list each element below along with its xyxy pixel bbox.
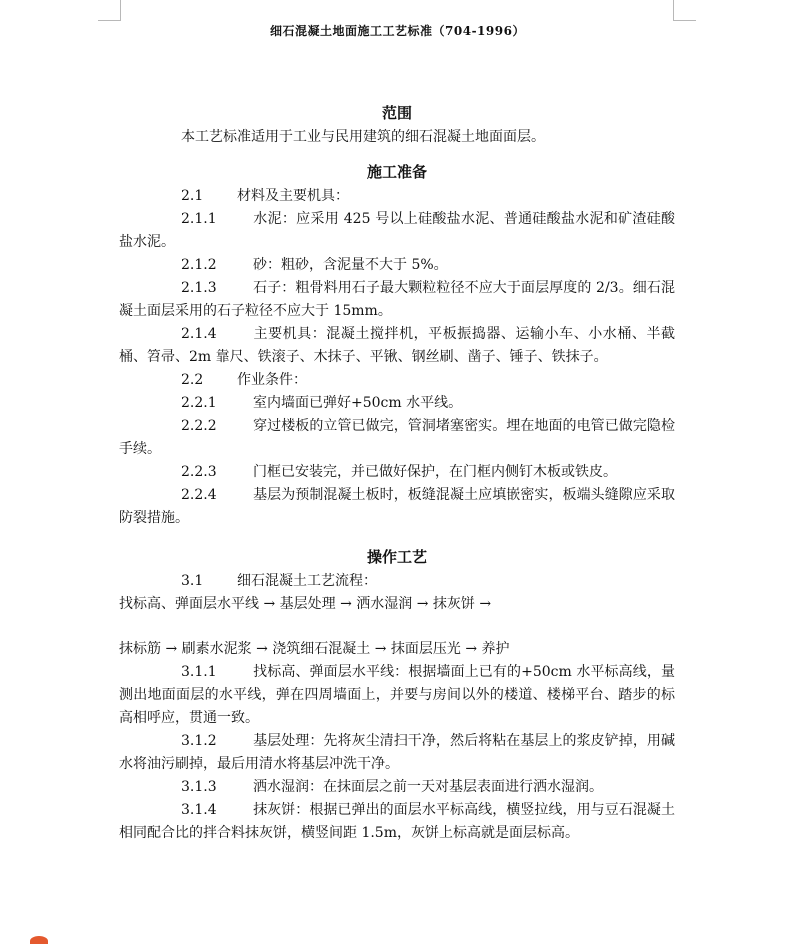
item-number: 3.1.4 bbox=[181, 802, 217, 818]
item-text: 室内墙面已弹好+50cm 水平线。 bbox=[253, 395, 463, 411]
item-text: 基层为预制混凝土板时，板缝混凝土应填嵌密实，板端头缝隙应采取防裂措施。 bbox=[119, 487, 675, 526]
item-text: 穿过楼板的立管已做完，管洞堵塞密实。埋在地面的电管已做完隐检手续。 bbox=[119, 418, 675, 457]
ops-item bbox=[119, 799, 675, 845]
section-title-ops: 操作工艺 bbox=[366, 548, 427, 566]
item-text: 水泥：应采用 425 号以上硅酸盐水泥、普通硅酸盐水泥和矿渣硅酸盐水泥。 bbox=[119, 211, 675, 250]
item-text: 材料及主要机具： bbox=[237, 188, 349, 204]
prep-item bbox=[119, 461, 675, 484]
item-number: 3.1.3 bbox=[181, 779, 217, 795]
prep-item bbox=[119, 392, 675, 415]
prep-item bbox=[119, 208, 675, 254]
page-corner-mark-right bbox=[673, 0, 696, 21]
item-text: 基层处理：先将灰尘清扫干净，然后将粘在基层上的浆皮铲掉，用碱水将油污刷掉，最后用清水将基层冲洗干净。 bbox=[119, 733, 675, 772]
flow-intro bbox=[119, 570, 675, 593]
item-number: 3.1 bbox=[181, 573, 204, 589]
item-text: 抹灰饼：根据已弹出的面层水平标高线，横竖拉线，用与豆石混凝土相同配合比的拌合料抹灰饼，横竖间距 1.5m，灰饼上标高就是面层标高。 bbox=[119, 802, 675, 841]
item-number: 2.2.3 bbox=[181, 464, 217, 480]
item-text: 主要机具：混凝土搅拌机，平板振捣器、运输小车、小水桶、半截桶、笤帚、2m 靠尺、铁滚子、木抹子、平锹、钢丝刷、凿子、锤子、铁抹子。 bbox=[119, 326, 675, 365]
prep-item bbox=[119, 369, 675, 392]
section-title-prep: 施工准备 bbox=[366, 163, 427, 181]
item-number: 2.2.2 bbox=[181, 418, 217, 434]
page-corner-mark-left bbox=[98, 0, 121, 21]
item-text: 砂：粗砂，含泥量不大于 5%。 bbox=[253, 257, 448, 273]
item-number: 3.1.2 bbox=[181, 733, 217, 749]
item-text: 石子：粗骨料用石子最大颗粒粒径不应大于面层厚度的 2/3。细石混凝土面层采用的石子粒径不应大于 15mm。 bbox=[119, 280, 675, 319]
item-text: 作业条件： bbox=[237, 372, 307, 388]
ops-item bbox=[119, 661, 675, 730]
item-number: 3.1.1 bbox=[181, 664, 217, 680]
ops-item bbox=[119, 730, 675, 776]
section-title-scope: 范围 bbox=[381, 104, 412, 122]
process-flow-line-1: 找标高、弹面层水平线 → 基层处理 → 洒水湿润 → 抹灰饼 → bbox=[119, 596, 492, 612]
prep-item bbox=[119, 484, 675, 530]
item-number: 2.1.2 bbox=[181, 257, 217, 273]
prep-item bbox=[119, 323, 675, 369]
prep-item bbox=[119, 254, 675, 277]
process-flow-line-2: 抹标筋 → 刷素水泥浆 → 浇筑细石混凝土 → 抹面层压光 → 养护 bbox=[119, 641, 510, 657]
prep-item bbox=[119, 185, 675, 208]
item-number: 2.2.1 bbox=[181, 395, 217, 411]
item-text: 门框已安装完，并已做好保护，在门框内侧钉木板或铁皮。 bbox=[253, 464, 617, 480]
scope-text: 本工艺标准适用于工业与民用建筑的细石混凝土地面面层。 bbox=[181, 129, 545, 145]
item-number: 2.1 bbox=[181, 188, 204, 204]
app-logo-icon bbox=[30, 936, 48, 944]
item-text: 洒水湿润：在抹面层之前一天对基层表面进行洒水湿润。 bbox=[253, 779, 603, 795]
prep-item bbox=[119, 277, 675, 323]
item-text: 细石混凝土工艺流程： bbox=[237, 573, 377, 589]
document-body bbox=[119, 100, 675, 845]
item-number: 2.2 bbox=[181, 372, 204, 388]
prep-item bbox=[119, 415, 675, 461]
page-header: 细石混凝土地面施工工艺标准（704-1996） bbox=[270, 24, 525, 38]
item-number: 2.1.3 bbox=[181, 280, 217, 296]
item-text: 找标高、弹面层水平线：根据墙面上已有的+50cm 水平标高线，量测出地面面层的水平线，弹在四周墙面上，并要与房间以外的楼道、楼梯平台、踏步的标高相呼应，贯通一致。 bbox=[119, 664, 675, 726]
ops-item bbox=[119, 776, 675, 799]
item-number: 2.2.4 bbox=[181, 487, 217, 503]
item-number: 2.1.4 bbox=[181, 326, 217, 342]
item-number: 2.1.1 bbox=[181, 211, 217, 227]
